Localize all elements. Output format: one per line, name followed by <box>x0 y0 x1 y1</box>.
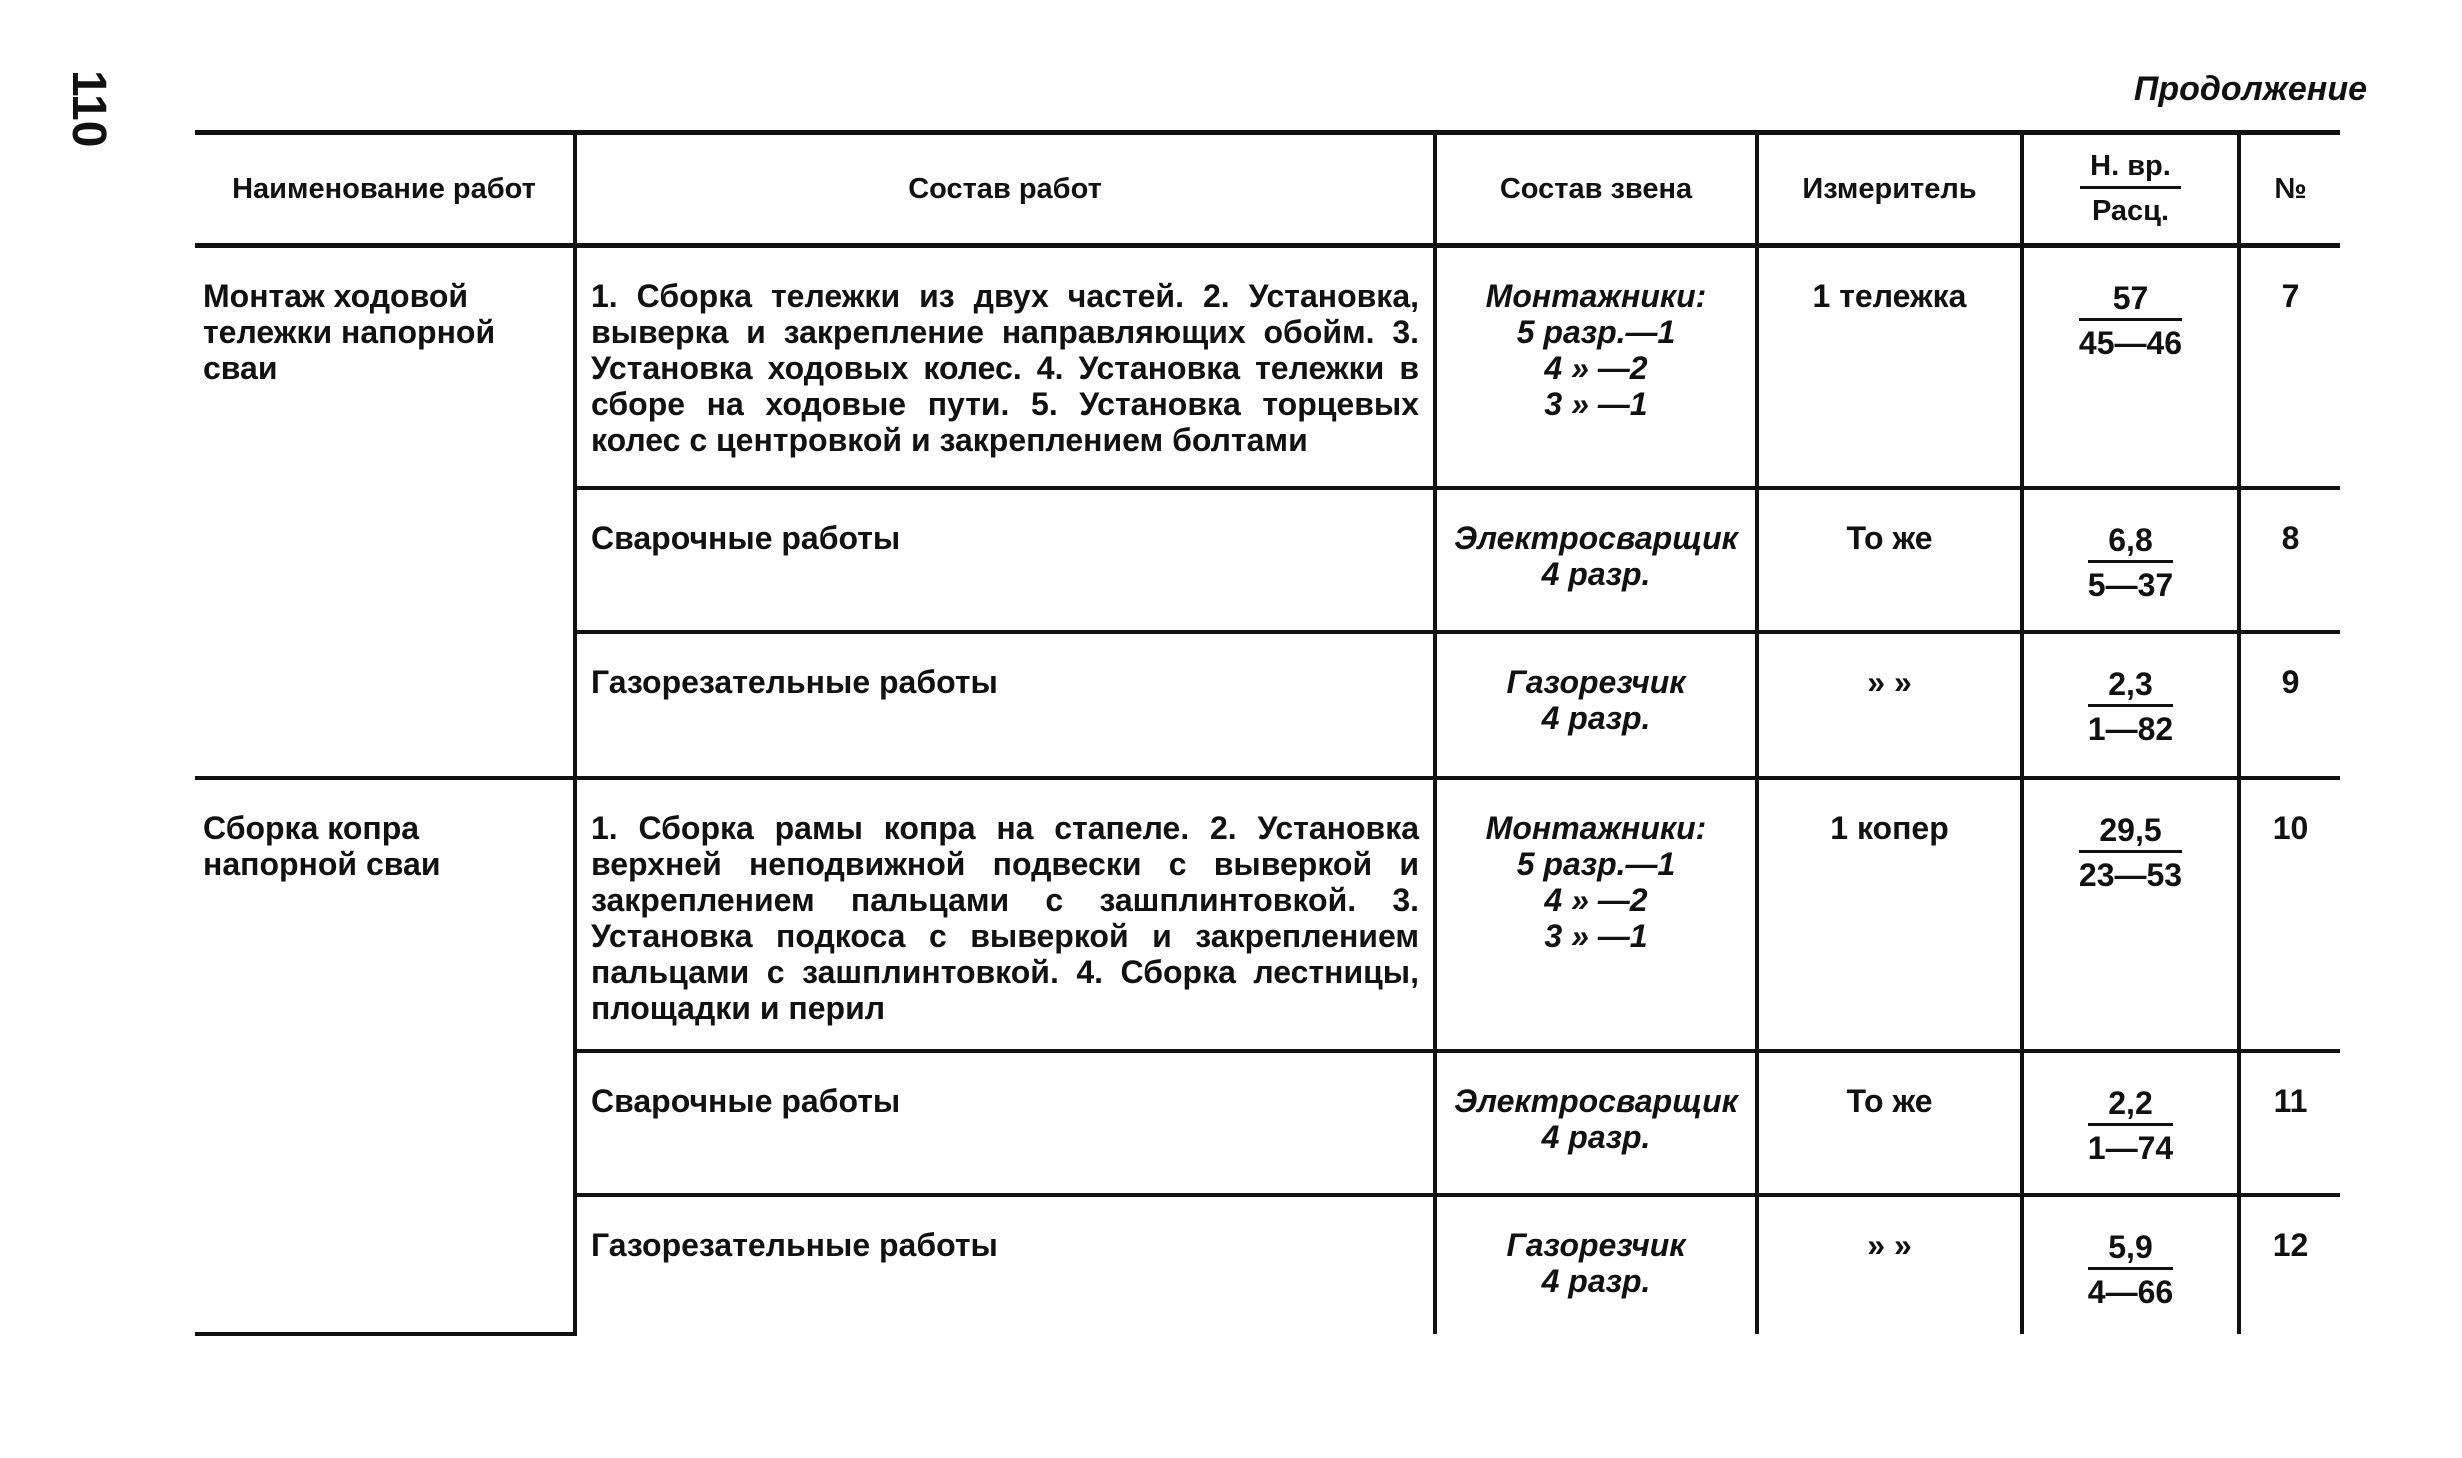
unit-cell: » » <box>1757 632 2022 778</box>
header-work: Состав работ <box>575 133 1435 246</box>
continuation-label: Продолжение <box>2133 70 2367 108</box>
table-header-row <box>195 133 2340 246</box>
header-name: Наименование работ <box>195 133 575 246</box>
norm-time: 2,2 <box>2088 1083 2173 1126</box>
norm-cell <box>2022 778 2239 1051</box>
crew-title: Электросварщик <box>1454 1083 1738 1119</box>
crew-title: Газорезчик <box>1506 664 1686 700</box>
crew-title: Газорезчик <box>1506 1227 1686 1263</box>
norm-time: 6,8 <box>2088 520 2173 563</box>
table-row <box>195 778 2340 1051</box>
row-number-cell: 9 <box>2239 632 2340 778</box>
header-crew: Состав звена <box>1435 133 1757 246</box>
crew-grade: 3 » —1 <box>1544 386 1648 422</box>
crew-title: Электросварщик <box>1454 520 1738 556</box>
row-number-cell: 10 <box>2239 778 2340 1051</box>
header-norm <box>2022 133 2239 246</box>
work-name-cell: Монтаж ходовой тележки напорной сваи <box>195 246 575 779</box>
crew-cell <box>1435 632 1757 778</box>
unit-cell: 1 тележка <box>1757 246 2022 489</box>
row-number-cell: 7 <box>2239 246 2340 489</box>
unit-cell: То же <box>1757 488 2022 632</box>
rate: 1—74 <box>2087 1130 2174 1166</box>
work-content-cell: Газорезательные работы <box>575 632 1435 778</box>
norm-time: 57 <box>2079 278 2182 321</box>
norm-cell <box>2022 488 2239 632</box>
work-content-cell: Сварочные работы <box>575 1051 1435 1195</box>
crew-grade: 4 » —2 <box>1544 882 1648 918</box>
crew-grade: 4 разр. <box>1541 1263 1651 1299</box>
work-content-cell: 1. Сборка тележки из двух частей. 2. Установка, выверка и закрепление направляющих обойм. 3. Установка ходовых колес. 4. Установка тележки в сборе на ходовые пути. 5. Установка торцевых колес с центровкой и закреплением болтами <box>575 246 1435 489</box>
norm-time: 5,9 <box>2088 1227 2173 1270</box>
unit-cell: » » <box>1757 1195 2022 1334</box>
table-row <box>195 246 2340 489</box>
rate: 45—46 <box>2078 325 2183 361</box>
crew-grade: 4 разр. <box>1541 700 1651 736</box>
work-content-cell: 1. Сборка рамы копра на стапеле. 2. Установка верхней неподвижной подвески с выверкой и закреплением пальцами с зашплинтовкой. 3. Установка подкоса с выверкой и закреплением пальцами с зашплинтовкой. 4. Сборка лестницы, площадки и перил <box>575 778 1435 1051</box>
header-norm-time: Н. вр. <box>2080 146 2181 189</box>
norm-cell <box>2022 1195 2239 1334</box>
crew-grade: 4 разр. <box>1541 1119 1651 1155</box>
crew-grade: 5 разр.—1 <box>1516 314 1676 350</box>
unit-cell: 1 копер <box>1757 778 2022 1051</box>
crew-grade: 3 » —1 <box>1544 918 1648 954</box>
crew-cell <box>1435 488 1757 632</box>
crew-cell <box>1435 1051 1757 1195</box>
crew-cell <box>1435 778 1757 1051</box>
norm-time: 2,3 <box>2088 664 2173 707</box>
header-rate: Расц. <box>2091 194 2170 227</box>
crew-title: Монтажники: <box>1485 810 1707 846</box>
row-number-cell: 12 <box>2239 1195 2340 1334</box>
unit-cell: То же <box>1757 1051 2022 1195</box>
row-number-cell: 11 <box>2239 1051 2340 1195</box>
norms-table <box>195 130 2340 1336</box>
crew-grade: 5 разр.—1 <box>1516 846 1676 882</box>
header-number: № <box>2239 133 2340 246</box>
work-content-cell: Сварочные работы <box>575 488 1435 632</box>
header-unit: Измеритель <box>1757 133 2022 246</box>
crew-grade: 4 разр. <box>1541 556 1651 592</box>
row-number-cell: 8 <box>2239 488 2340 632</box>
rate: 5—37 <box>2087 567 2174 603</box>
norm-cell <box>2022 246 2239 489</box>
crew-cell <box>1435 1195 1757 1334</box>
crew-grade: 4 » —2 <box>1544 350 1648 386</box>
norm-cell <box>2022 1051 2239 1195</box>
work-name-cell: Сборка копра напорной сваи <box>195 778 575 1334</box>
rate: 4—66 <box>2087 1274 2174 1310</box>
work-content-cell: Газорезательные работы <box>575 1195 1435 1334</box>
page-number: 110 <box>62 70 115 148</box>
crew-title: Монтажники: <box>1485 278 1707 314</box>
norm-cell <box>2022 632 2239 778</box>
rate: 23—53 <box>2078 857 2183 893</box>
crew-cell <box>1435 246 1757 489</box>
rate: 1—82 <box>2087 711 2174 747</box>
norm-time: 29,5 <box>2079 810 2182 853</box>
